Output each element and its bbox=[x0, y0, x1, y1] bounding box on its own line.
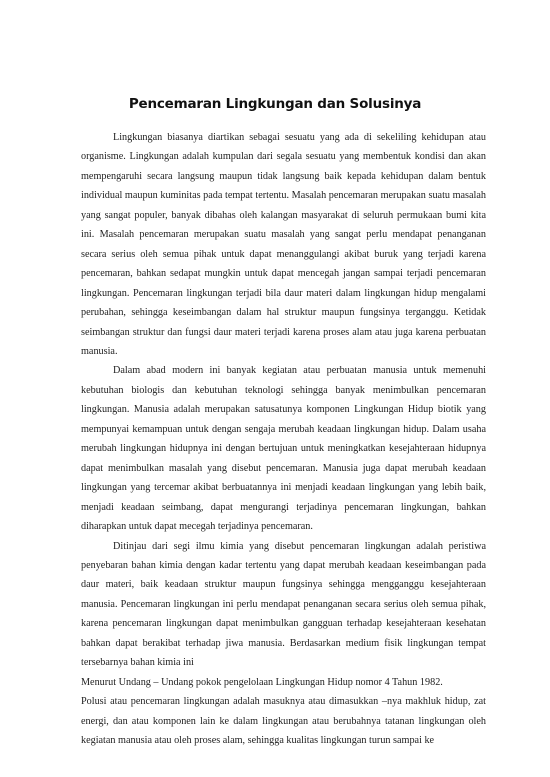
paragraph: Polusi atau pencemaran lingkungan adalah masuknya atau dimasukkan –nya makhluk hidup, zat energi, dan atau komponen lain ke dalam lingkungan atau berubahnya tatanan lingkungan oleh kegiatan manusia atau oleh proses alam, sehingga kualitas lingkungan turun sampai ke bbox=[81, 696, 486, 747]
document-title: Pencemaran Lingkungan dan Solusinya bbox=[128, 96, 422, 112]
document-body bbox=[81, 128, 486, 751]
paragraph: Dalam abad modern ini banyak kegiatan atau perbuatan manusia untuk memenuhi kebutuhan biologis dan kebutuhan teknologi sehingga banyak menimbulkan pencemaran lingkungan. Manusia adalah merupakan satusatunya komponen Lingkungan Hidup biotik yang mempunyai kemampuan untuk dengan sengaja merubah keadaan lingkungan hidup. Dalam usaha merubah lingkungan hidupnya ini dengan bertujuan untuk meningkatkan kesejahteraan hidupnya dapat menimbulkan masalah yang disebut pencemaran. Manusia juga dapat merubah keadaan lingkungan yang tercemar akibat berbuatannya ini menjadi keadaan lingkungan yang lebih baik, menjadi keadaan seimbang, dapat mengurangi terjadinya pencemaran lingkungan, bahkan diharapkan untuk dapat mecegah terjadinya pencemaran. bbox=[81, 365, 486, 533]
paragraph: Menurut Undang – Undang pokok pengelolaan Lingkungan Hidup nomor 4 Tahun 1982. bbox=[81, 676, 443, 688]
paragraph: Ditinjau dari segi ilmu kimia yang disebut pencemaran lingkungan adalah peristiwa penyebaran bahan kimia dengan kadar tertentu yang dapat merubah keadaan keseimbangan pada daur materi, baik keadaan struktur maupun fungsinya sehingga mengganggu kesejahteraan manusia. Pencemaran lingkungan ini perlu mendapat penanganan secara serius oleh semua pihak, karena pencemaran lingkungan dapat menimbulkan gangguan terhadap kesejahteraan kesehatan bahkan dapat berakibat terhadap jiwa manusia. Berdasarkan medium fisik lingkungan tempat tersebarnya bahan kimia ini bbox=[81, 540, 486, 669]
paragraph: Lingkungan biasanya diartikan sebagai sesuatu yang ada di sekeliling kehidupan atau organisme. Lingkungan adalah kumpulan dari segala sesuatu yang membentuk kondisi dan akan mempengaruhi secara langsung maupun tidak langsung baik kepada kehidupan dalam bentuk individual maupun kuminitas pada tempat tertentu. Masalah pencemaran merupakan suatu masalah yang sangat populer, banyak dibahas oleh kalangan masyarakat di seluruh permukaan bumi kita ini. Masalah pencemaran merupakan suatu masalah yang sangat perlu mendapat penanganan secara serius oleh semua pihak untuk dapat menanggulangi akibat buruk yang terjadi karena pencemaran, bahkan sedapat mungkin untuk dapat mencegah jangan sampai terjadi pencemaran lingkungan. Pencemaran lingkungan terjadi bila daur materi dalam lingkungan hidup mengalami perubahan, sehingga keseimbangan dalam hal struktur maupun fungsinya terganggu. Ketidak seimbangan struktur dan fungsi daur materi terjadi karena proses alam atau juga karena perbuatan manusia. bbox=[81, 132, 486, 357]
